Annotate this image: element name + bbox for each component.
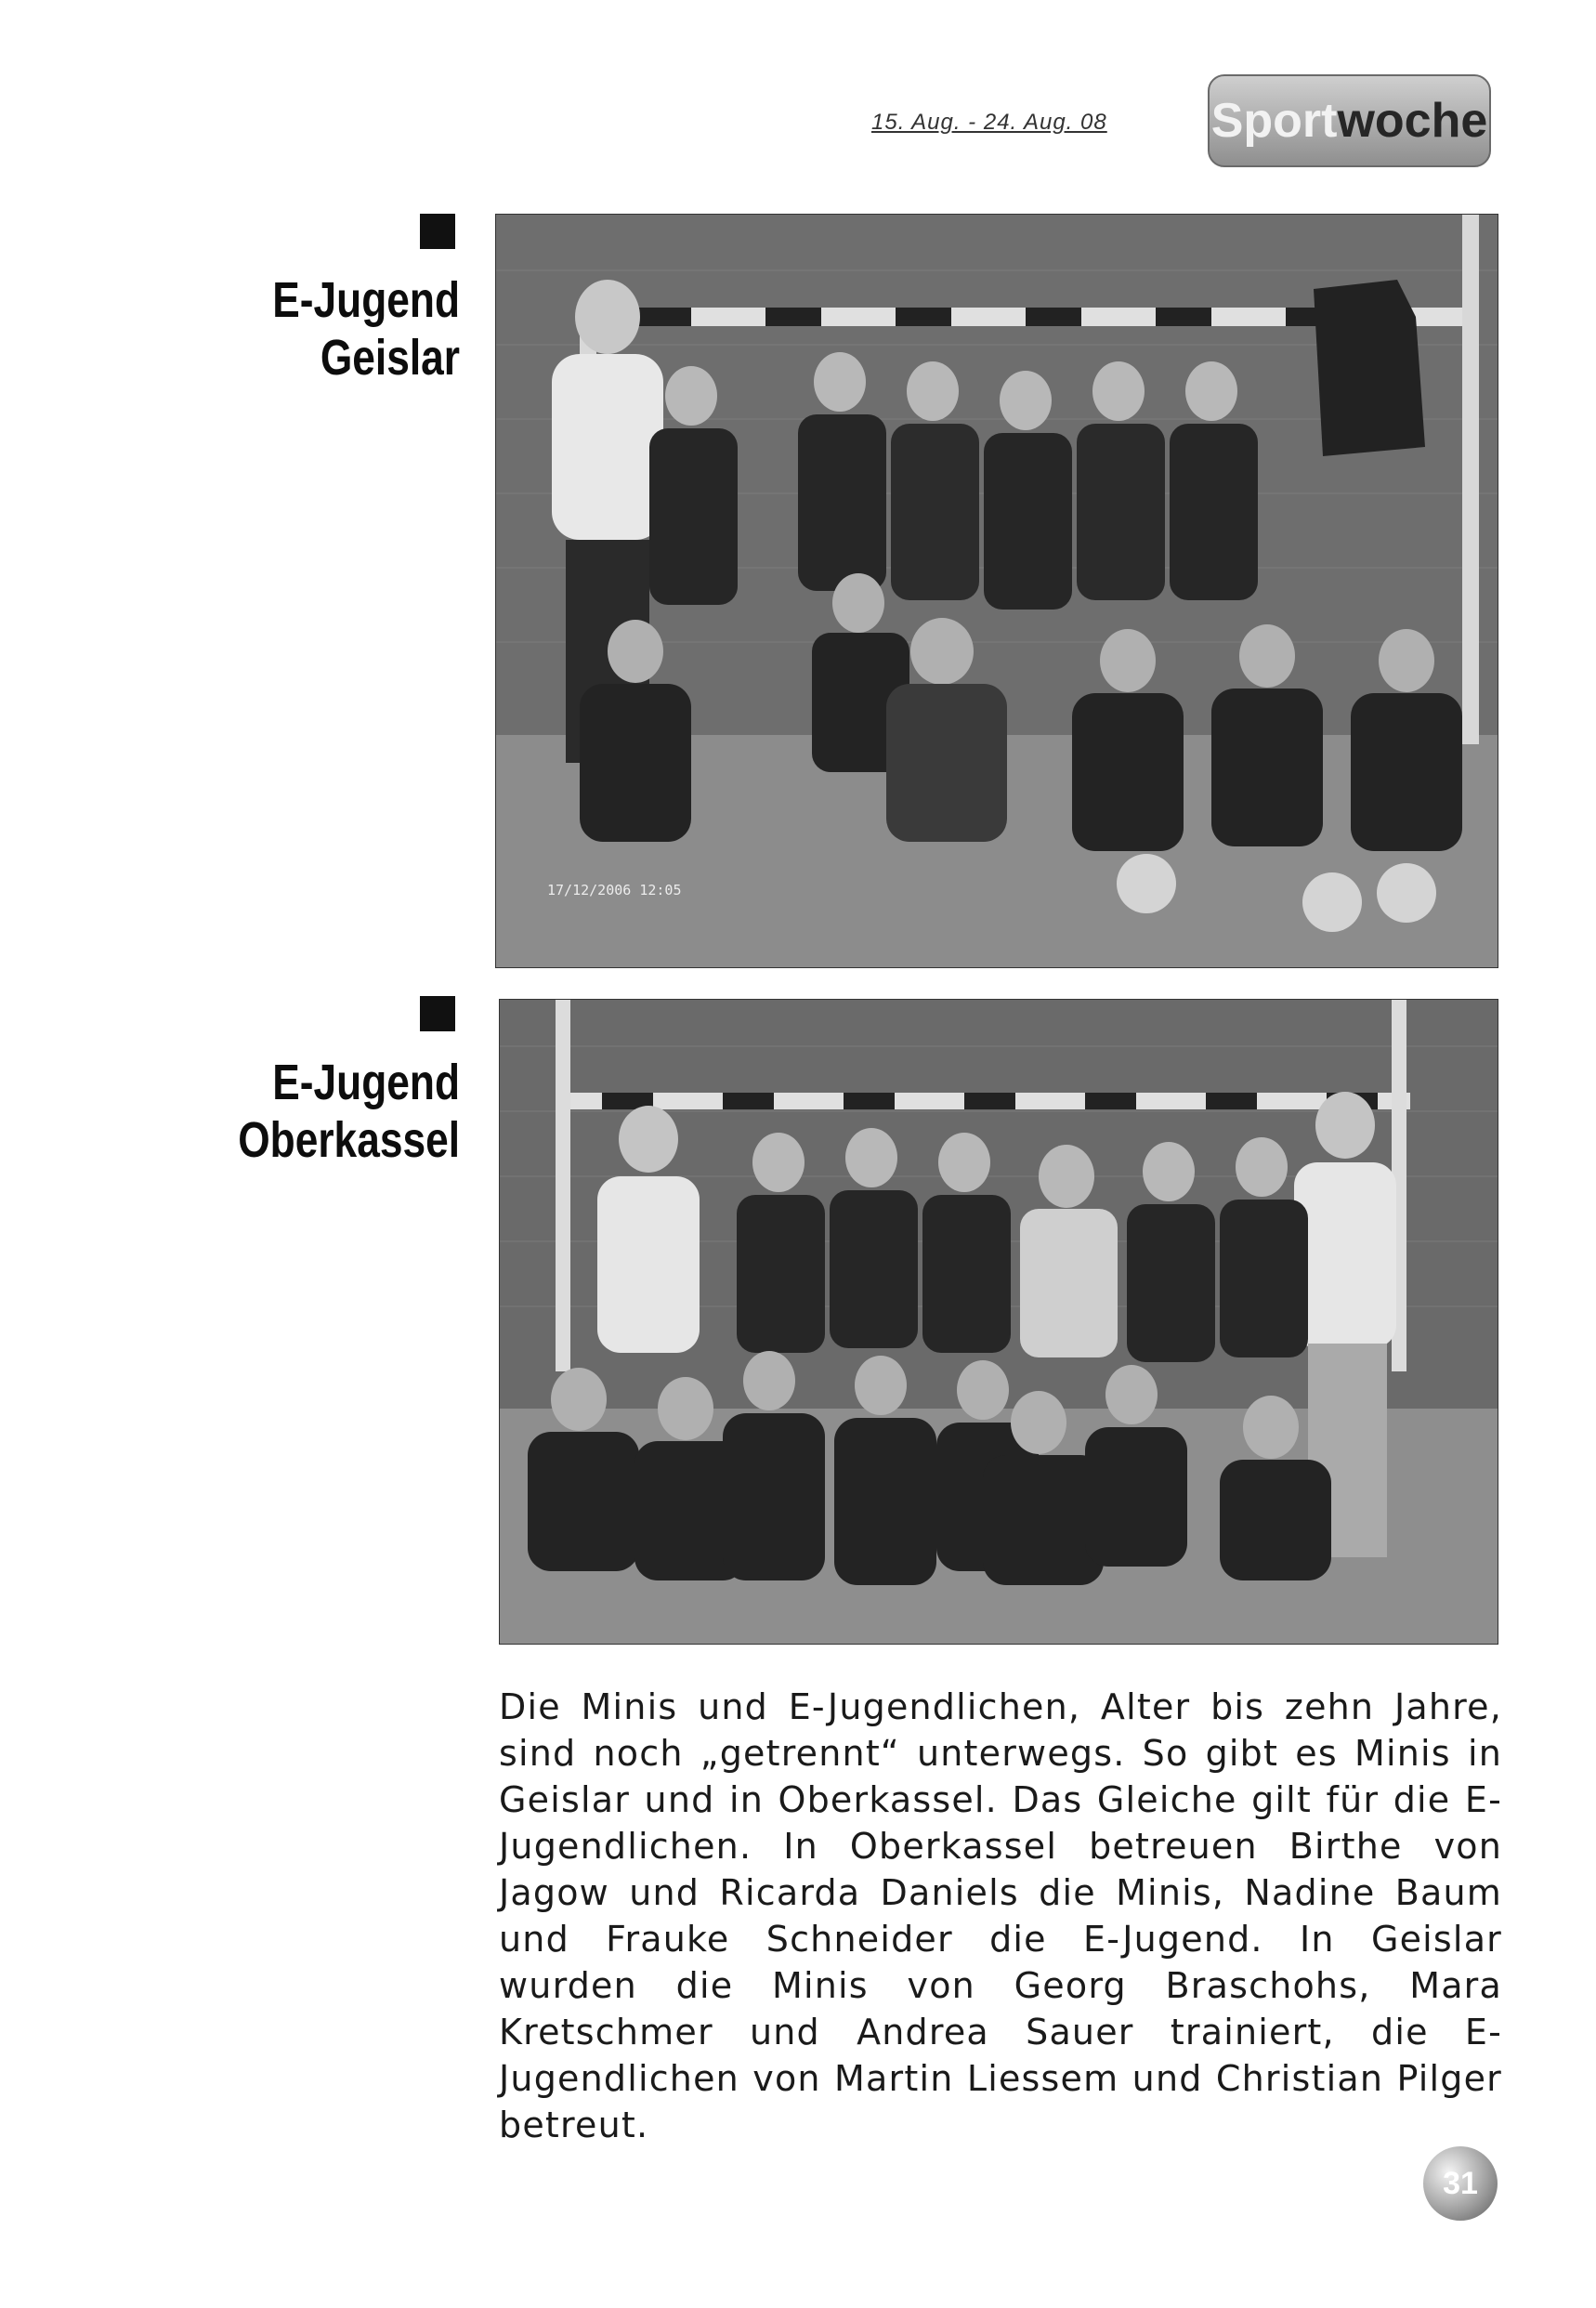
photo-timestamp: 17/12/2006 12:05 xyxy=(547,882,682,898)
team-photo-oberkassel xyxy=(499,999,1498,1645)
section-title-line2: Geislar xyxy=(320,330,460,386)
section-title-oberkassel xyxy=(182,1054,460,1169)
team-photo-geislar xyxy=(495,214,1498,968)
logo-text-woche: woche xyxy=(1337,94,1488,148)
article-paragraph: Die Minis und E-Jugendlichen, Alter bis zehn Jahre, sind noch „getrennt“ unterwegs. So gibt es Minis in Geislar und in Oberkassel. Das Gleiche gilt für die E-Jugendlichen. In Oberkassel betreuen Birthe von Jagow und Ricarda Daniels die Minis, Nadine Baum und Frauke Schneider die E-Jugend. In Geislar wurden die Minis von Georg Braschohs, Mara Kretschmer und Andrea Sauer trainiert, die E-Jugendlichen von Martin Liessem und Christian Pilger betreut. xyxy=(499,1686,1502,2145)
logo-text-sport: Sport xyxy=(1210,94,1338,148)
section-marker-square xyxy=(420,214,455,249)
section-title-line2: Oberkassel xyxy=(238,1112,460,1168)
section-marker-square xyxy=(420,996,455,1031)
section-title-geislar xyxy=(197,271,460,387)
sportwoche-logo xyxy=(1208,74,1491,167)
section-title-line1: E-Jugend xyxy=(272,272,460,328)
date-range: 15. Aug. - 24. Aug. 08 xyxy=(871,110,1107,135)
photo-illustration xyxy=(500,1000,1498,1644)
section-title-line1: E-Jugend xyxy=(272,1055,460,1110)
page-number-badge: 31 xyxy=(1423,2146,1498,2221)
photo-illustration xyxy=(496,215,1498,967)
